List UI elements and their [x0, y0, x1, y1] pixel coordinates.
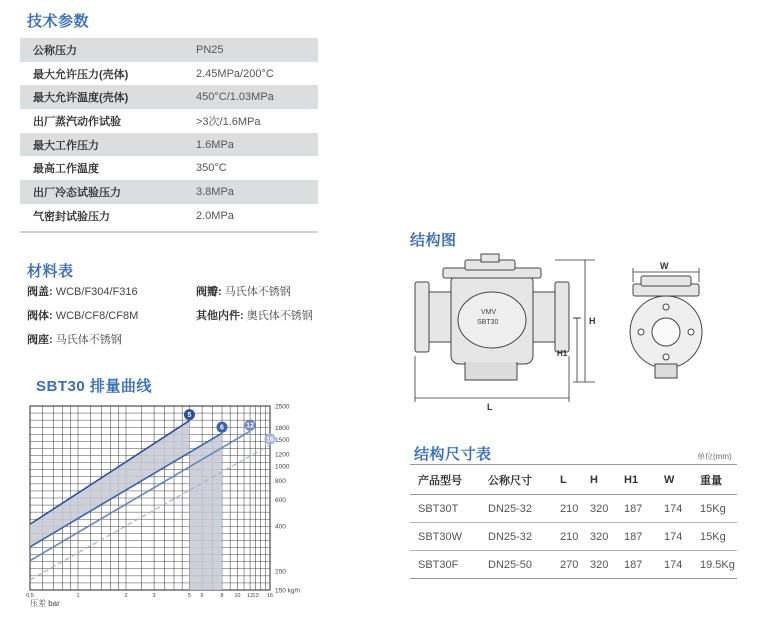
- dim-H1-label: H1: [557, 349, 568, 358]
- x-tick-label: 12: [247, 593, 254, 599]
- body-brand: VMV: [481, 309, 497, 316]
- dims-header: H: [582, 465, 616, 495]
- x-tick-label: 8: [220, 593, 224, 599]
- y-tick-label: 1800: [275, 424, 290, 432]
- chart-title: SBT30 排量曲线: [36, 378, 152, 395]
- table-cell: SBT30T: [410, 495, 480, 523]
- dims-title: 结构尺寸表: [414, 446, 492, 463]
- tech-row: [20, 109, 318, 133]
- x-tick-label: 6: [200, 593, 204, 599]
- tech-value: 450°C/1.03MPa: [183, 85, 318, 109]
- y-tick-label: 800: [275, 478, 286, 486]
- table-cell: 15Kg: [692, 495, 737, 523]
- table-cell: SBT30W: [410, 523, 480, 551]
- x-tick-label: 1: [76, 593, 80, 599]
- divider: [20, 231, 318, 233]
- tech-value: PN25: [183, 38, 318, 62]
- x-tick-label: 2: [124, 593, 128, 599]
- y-tick-label: 2500: [275, 403, 290, 411]
- table-cell: DN25-50: [480, 551, 552, 579]
- front-view: [630, 276, 702, 378]
- tech-key: 最大允许压力(壳体): [33, 68, 129, 81]
- y-tick-label: 1000: [275, 463, 290, 471]
- body-model: SBT30: [477, 319, 499, 326]
- table-row: [410, 495, 737, 523]
- structure-diagram: [405, 252, 735, 412]
- tech-key: 最大允许温度(壳体): [20, 85, 183, 109]
- table-cell: 187: [616, 495, 656, 523]
- table-cell: DN25-32: [480, 495, 552, 523]
- y-tick-label: 400: [275, 523, 286, 531]
- table-row: [410, 551, 737, 579]
- table-cell: 210: [552, 523, 582, 551]
- dim-L-label: L: [487, 402, 493, 412]
- dim-W-label: W: [660, 261, 669, 271]
- tech-value: 350°C: [196, 162, 227, 175]
- tech-row: [20, 133, 318, 157]
- x-tick-label: 13: [252, 593, 259, 599]
- tech-row: [20, 38, 318, 62]
- material-internals: 其他内件: 奥氏体不锈钢: [196, 310, 313, 322]
- dims-header: 公称尺寸: [480, 465, 552, 495]
- x-tick-label: 0.5: [26, 593, 34, 599]
- unit-label: 单位(mm): [697, 452, 732, 461]
- tech-row: [20, 156, 318, 180]
- series-label: 16: [266, 436, 274, 444]
- table-cell: 320: [582, 523, 616, 551]
- series-label: 12: [246, 422, 254, 430]
- dim-H-label: H: [589, 316, 596, 326]
- table-row: [410, 523, 737, 551]
- y-tick-label: 600: [275, 496, 286, 504]
- dims-header: 重量: [692, 465, 737, 495]
- tech-value: 3.8MPa: [183, 180, 318, 204]
- table-cell: 187: [616, 551, 656, 579]
- series-label: 6: [220, 424, 224, 432]
- side-view: [415, 254, 569, 380]
- tech-key: 气密封试验压力: [33, 210, 110, 223]
- x-tick-label: 10: [234, 593, 241, 599]
- dims-header: H1: [616, 465, 656, 495]
- material-body: 阀体: WCB/CF8/CF8M: [27, 310, 139, 322]
- tech-row: [20, 180, 318, 204]
- structure-title: 结构图: [410, 232, 457, 249]
- y-tick-label: 200: [275, 568, 286, 576]
- table-cell: DN25-32: [480, 523, 552, 551]
- tech-row: [20, 204, 318, 228]
- dims-table: [410, 464, 737, 579]
- material-disc: 阀瓣: 马氏体不锈钢: [196, 286, 291, 298]
- table-cell: 19.5Kg: [692, 551, 737, 579]
- tech-params-table: [20, 38, 318, 228]
- dims-header: L: [552, 465, 582, 495]
- tech-key: 出厂蒸汽动作试验: [33, 115, 121, 128]
- tech-params-title: 技术参数: [27, 13, 90, 30]
- material-bonnet: 阀盖: WCB/F304/F316: [27, 286, 138, 298]
- table-cell: 210: [552, 495, 582, 523]
- material-seat: 阀座: 马氏体不锈钢: [27, 334, 122, 346]
- dims-header: 产品型号: [410, 465, 480, 495]
- y-unit-label: 150 kg/h: [275, 587, 300, 595]
- y-tick-label: 1200: [275, 451, 290, 459]
- table-cell: 270: [552, 551, 582, 579]
- x-tick-label: 3: [152, 593, 156, 599]
- tech-key: 出厂冷态试验压力: [20, 180, 183, 204]
- table-cell: 15Kg: [692, 523, 737, 551]
- table-cell: 174: [656, 551, 692, 579]
- tech-key: 公称压力: [20, 38, 183, 62]
- tech-row: [20, 85, 318, 109]
- x-tick-label: 16: [266, 593, 274, 599]
- series-label: 5: [187, 412, 192, 420]
- discharge-chart: [0, 400, 300, 615]
- tech-value: 1.6MPa: [183, 133, 318, 157]
- table-cell: 187: [616, 523, 656, 551]
- table-cell: 320: [582, 495, 616, 523]
- x-tick-label: 5: [187, 593, 191, 599]
- dims-header: W: [656, 465, 692, 495]
- materials-title: 材料表: [27, 263, 74, 280]
- tech-key: 最高工作温度: [33, 163, 99, 176]
- tech-value: 2.0MPa: [196, 209, 234, 222]
- tech-value: >3次/1.6MPa: [196, 115, 261, 128]
- table-cell: 320: [582, 551, 616, 579]
- tech-key: 最大工作压力: [20, 133, 183, 157]
- chart-x-label: 压差 bar: [30, 599, 60, 608]
- tech-row: [20, 62, 318, 86]
- y-tick-label: 1500: [275, 436, 290, 444]
- table-cell: SBT30F: [410, 551, 480, 579]
- table-cell: 174: [656, 523, 692, 551]
- table-cell: 174: [656, 495, 692, 523]
- tech-value: 2.45MPa/200°C: [196, 67, 274, 80]
